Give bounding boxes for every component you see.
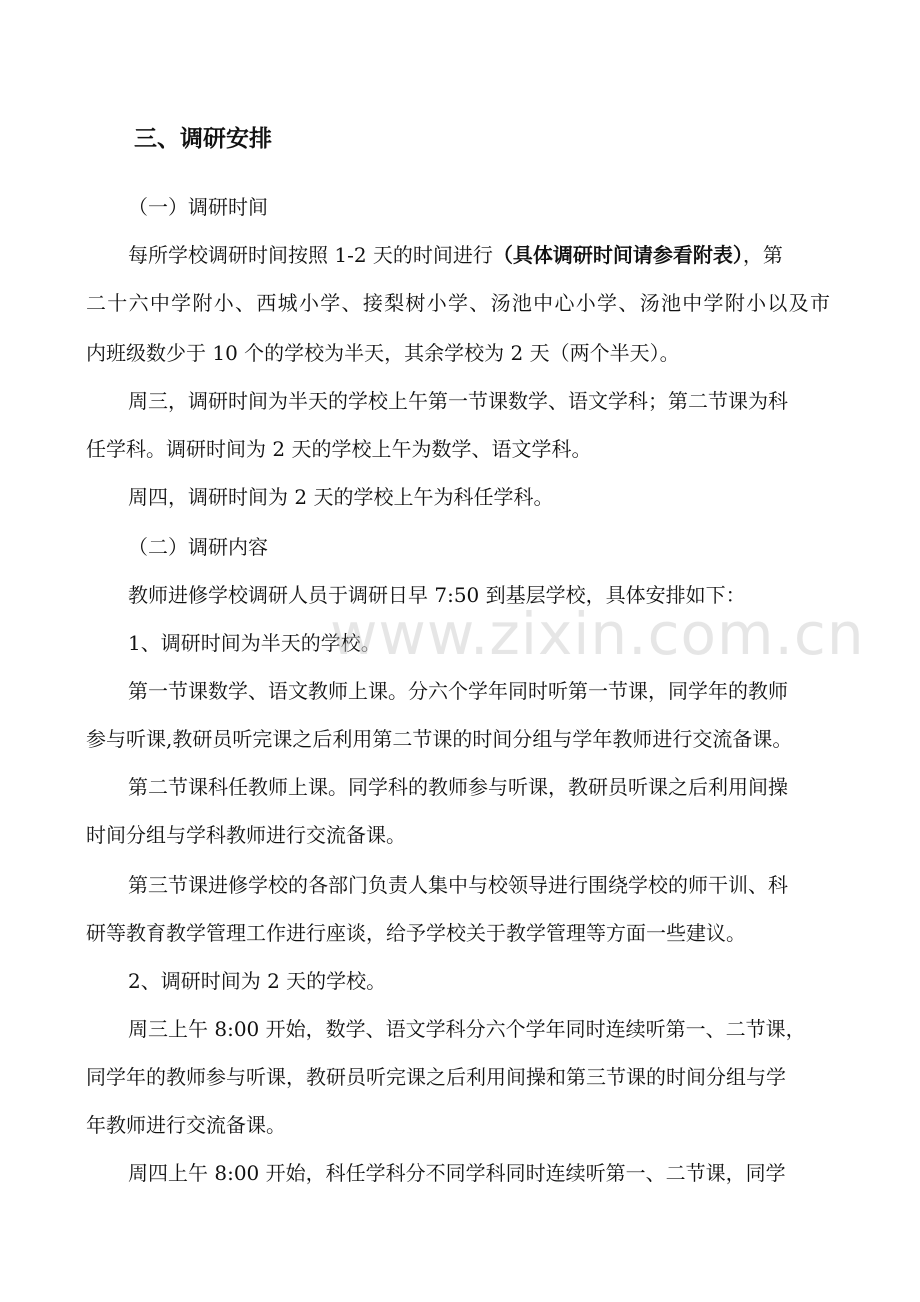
paragraph-line: 周四上午 8:00 开始，科任学科分不同学科同时连续听第一、二节课，同学	[128, 1161, 786, 1185]
paragraph-line: 第三节课进修学校的各部门负责人集中与校领导进行围绕学校的师干训、科	[128, 873, 788, 897]
watermark: www.zixin.com.cn	[330, 600, 865, 668]
paragraph-line	[128, 242, 888, 268]
section-heading: 三、调研安排	[134, 126, 272, 152]
paragraph-line: 任学科。调研时间为 2 天的学校上午为数学、语文学科。	[86, 437, 592, 461]
paragraph-line: 年教师进行交流备课。	[86, 1113, 286, 1137]
paragraph-line: 教师进修学校调研人员于调研日早 7:50 到基层学校，具体安排如下：	[128, 583, 746, 607]
text-run: 每所学校调研时间按照 1-2 天的时间进行	[128, 243, 493, 267]
paragraph-line: 内班级数少于 10 个的学校为半天，其余学校为 2 天（两个半天）。	[86, 341, 680, 365]
paragraph-line: 周四，调研时间为 2 天的学校上午为科任学科。	[128, 485, 554, 509]
paragraph-line: 周三上午 8:00 开始，数学、语文学科分六个学年同时连续听第一、二节课，	[128, 1017, 806, 1041]
paragraph-line: 第一节课数学、语文教师上课。分六个学年同时听第一节课，同学年的教师	[128, 679, 788, 703]
paragraph-line: 时间分组与学科教师进行交流备课。	[86, 823, 406, 847]
item-title: 1、调研时间为半天的学校。	[128, 631, 381, 655]
text-run: ，第	[742, 243, 783, 267]
paragraph-line: 同学年的教师参与听课，教研员听完课之后利用间操和第三节课的时间分组与学	[86, 1065, 786, 1089]
subsection-title-content: （二）调研内容	[128, 535, 268, 559]
paragraph-line: 研等教育教学管理工作进行座谈，给予学校关于教学管理等方面一些建议。	[86, 921, 746, 945]
paragraph-line: 第二节课科任教师上课。同学科的教师参与听课，教研员听课之后利用间操	[128, 775, 788, 799]
bold-text-run: （具体调研时间请参看附表）	[492, 243, 743, 267]
paragraph-line: 二十六中学附小、西城小学、接梨树小学、汤池中心小学、汤池中学附小以及市	[86, 291, 830, 315]
item-title: 2、调研时间为 2 天的学校。	[128, 969, 387, 993]
paragraph-line: 周三，调研时间为半天的学校上午第一节课数学、语文学科；第二节课为科	[128, 389, 788, 413]
paragraph-line: 参与听课,教研员听完课之后利用第二节课的时间分组与学年教师进行交流备课。	[86, 727, 793, 751]
subsection-title-time: （一）调研时间	[128, 195, 268, 219]
